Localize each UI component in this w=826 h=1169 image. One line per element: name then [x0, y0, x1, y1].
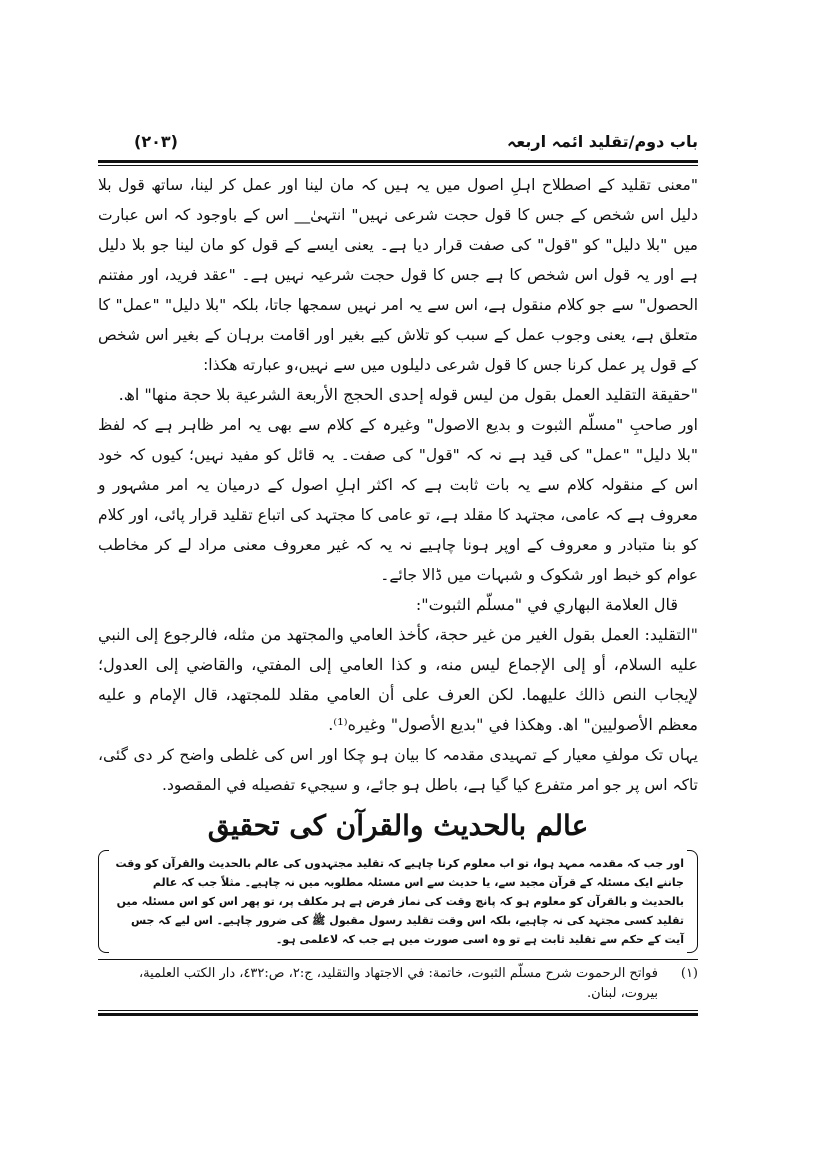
- main-text: [98, 170, 698, 800]
- arabic-intro: قال العلامة البهاري في "مسلّم الثبوت":: [415, 595, 678, 614]
- bracketed-note: [98, 850, 698, 953]
- header-rule-thick: [98, 160, 698, 163]
- header-rule-thin: [98, 165, 698, 166]
- paragraph-2: اور صاحبِ "مسلّم الثبوت و بدیع الاصول" وغیرہ کے کلام سے بھی یہ امر ظاہر ہے کہ لفظ "بلا دلیل" "عمل" کی قید ہے نہ کہ "قول" کی صفت۔ یہ قائل کو مفید نہیں؛ کیوں کہ خود اس کے منقولہ کلام سے یہ بات ثابت ہے کہ اکثر اہلِ اصول کے درمیان یہ امر مشہور و معروف ہے کہ عامی، مجتہد کا مقلد ہے، تو عامی کا مجتہد کی اتباع تقلید قرار پائی، اور کلام کو بنا متبادر و معروف کے اوپر ہونا چاہیے نہ یہ کہ غیر معروف معنی مراد لے کر مخاطب عوام کو خبط اور شکوک و شبہات میں ڈالا جائے۔: [98, 416, 698, 584]
- arabic-quote-1: "حقيقة التقليد العمل بقول من ليس قوله إحدى الحجج الأربعة الشرعية بلا حجة منها" اھ.: [118, 385, 698, 404]
- footnote: [98, 960, 698, 1004]
- page-header: [98, 128, 698, 158]
- right-brace: [687, 850, 698, 953]
- footnote-number: (١): [680, 966, 698, 981]
- bracketed-note-text: اور جب کہ مقدمہ ممہد ہوا، تو اب معلوم کرنا چاہیے کہ تقلید مجتہدوں کی عالم بالحدیث والقرآن کو وقت جاننے ایک مسئلہ کے قرآن مجید سے، یا حدیث سے اس مسئلہ مطلوبہ میں نہ چاہیے۔ مثلاً جب کہ عالم بالحدیث و بالقرآن کو معلوم ہو کہ پانچ وقت کی نماز فرض ہے ہر مکلف پر، تو پھر اس کو اس مسئلہ میں تقلید کسی مجتہد کی نہ چاہیے، بلکہ اس وقت تقلید رسول مقبول ﷺ کی ضرور چاہیے۔ اس لیے کہ جس آیت کے حکم سے تقلید ثابت ہے تو وہ اسی صورت میں ہے جب کہ لاعلمی ہو۔: [115, 857, 684, 946]
- arabic-quote-2: "التقليد: العمل بقول الغير من غير حجة، كأخذ العامي والمجتهد من مثله، فالرجوع إلى النبي عليه السلام، أو إلى الإجماع ليس منه، و كذا العامي إلى المفتي، والقاضي إلى العدول؛ لإيجاب النص ذالك عليهما. لكن العرف على أن العامي مقلد للمجتهد، قال الإمام و عليه معظم الأصوليين" اھ. وهكذا في "بديع الأصول" وغيره⁽¹⁾.: [98, 625, 698, 734]
- left-brace: [98, 850, 109, 953]
- paragraph-1: "معنی تقلید کے اصطلاح اہلِ اصول میں یہ ہیں کہ مان لینا اور عمل کر لینا، ساتھ قول بلا دلیل اس شخص کے جس کا قول حجت شرعی نہیں" انتہیٰ__ اس کے باوجود کہ اس عبارت میں "بلا دلیل" کو "قول" کی صفت قرار دیا ہے۔ یعنی ایسے کے قول کو مان لینا جو بلا دلیل ہے اور یہ قول اس شخص کا ہے جس کا قول حجت شرعیہ نہیں ہے۔ "عقد فرید، اور مفتنم الحصول" سے جو کلام منقول ہے، اس سے یہ امر نہیں سمجھا جاتا، بلکہ "بلا دلیل" "عمل" کا متعلق ہے، یعنی وجوب عمل کے سبب کو تلاش کیے بغیر اور اقامت برہان کے بغیر اس شخص کے قول پر عمل کرنا جس کا قول شرعی دلیلوں میں سے نہیں،و عبارته هكذا:: [98, 176, 698, 374]
- page-number: (۲۰۳): [134, 132, 178, 151]
- footer-rule-thin: [98, 1010, 698, 1011]
- chapter-title: باب دوم/تقلید ائمہ اربعہ: [506, 132, 698, 151]
- footer-rules: [98, 1010, 698, 1016]
- section-heading: عالم بالحديث والقرآن کی تحقیق: [207, 809, 589, 842]
- book-page: [98, 128, 698, 1016]
- footnote-text: فواتح الرحموت شرح مسلّم الثبوت، خاتمة: في الاجتهاد والتقليد، ج:٢، ص:٤٣٢، دار الكتب العلمية، بيروت، لبنان.: [138, 966, 658, 1001]
- paragraph-3: یہاں تک مولفِ معیار کے تمہیدی مقدمہ کا بیان ہو چکا اور اس کی غلطی واضح کر دی گئی، تاکہ اس پر جو امر متفرع کیا گیا ہے، باطل ہو جائے، و سيجيء تفصيله في المقصود.: [98, 746, 698, 794]
- footer-rule-thick: [98, 1013, 698, 1016]
